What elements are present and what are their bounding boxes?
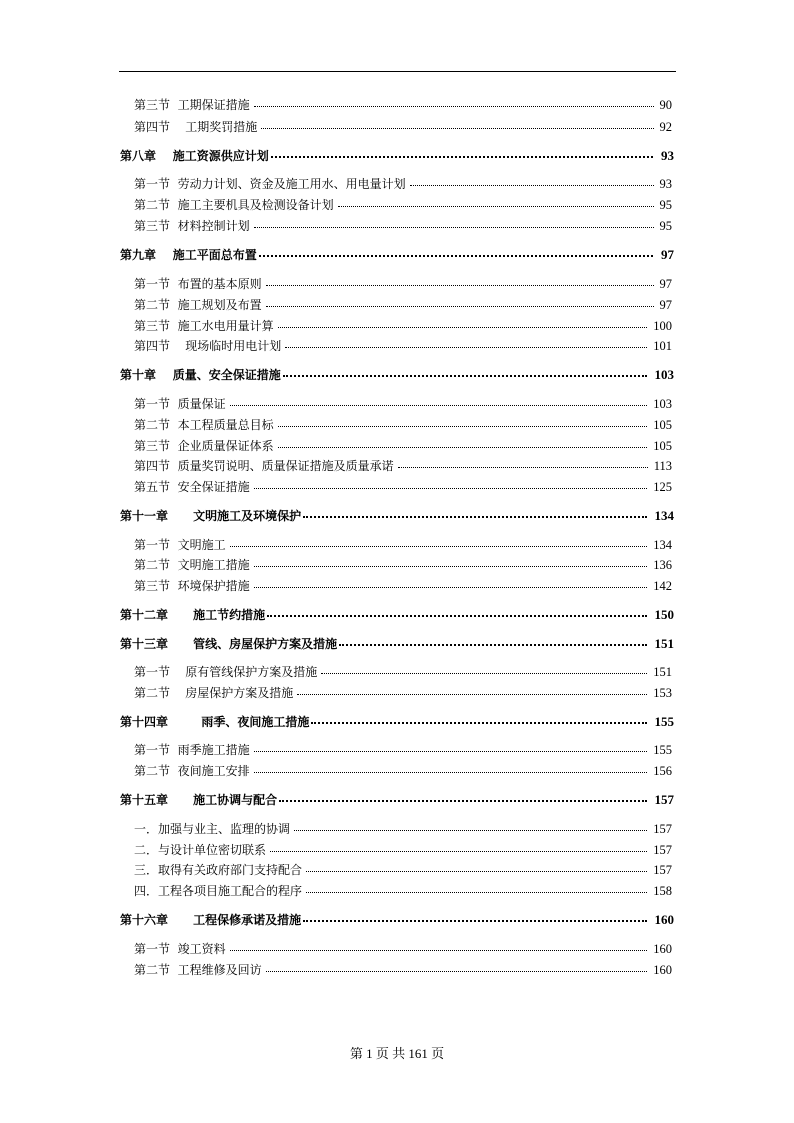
toc-entry-title: 第一节 竣工资料	[134, 942, 226, 956]
dot-leader	[254, 750, 648, 752]
toc-section-entry[interactable]	[134, 821, 672, 837]
toc-entry-page-number: 97	[659, 277, 672, 291]
dot-leader	[398, 466, 648, 468]
toc-entry-page-number: 97	[661, 247, 674, 262]
toc-entry-title: 二．与设计单位密切联系	[134, 843, 267, 857]
dot-leader	[311, 721, 646, 724]
toc-chapter-entry[interactable]	[120, 367, 674, 383]
toc-entry-page-number: 151	[654, 636, 674, 651]
toc-section-entry[interactable]	[134, 396, 672, 412]
toc-entry-page-number: 150	[654, 607, 674, 622]
toc-entry-page-number: 156	[653, 764, 672, 778]
toc-entry-page-number: 95	[659, 219, 672, 233]
toc-entry-title: 第十五章 施工协调与配合	[120, 793, 278, 807]
toc-entry-page-number: 160	[653, 942, 672, 956]
toc-entry-title: 第一节 原有管线保护方案及措施	[134, 665, 318, 679]
toc-entry-page-number: 157	[654, 792, 674, 807]
toc-section-entry[interactable]	[134, 176, 672, 192]
toc-section-entry[interactable]	[134, 763, 672, 779]
toc-entry-title: 第三节 环境保护措施	[134, 579, 250, 593]
toc-section-entry[interactable]	[134, 685, 672, 701]
toc-entry-page-number: 142	[653, 579, 672, 593]
toc-section-entry[interactable]	[134, 276, 672, 292]
toc-entry-page-number: 101	[653, 339, 672, 353]
toc-entry-page-number: 103	[653, 397, 672, 411]
dot-leader	[254, 226, 654, 228]
toc-entry-title: 第九章 施工平面总布置	[120, 248, 257, 262]
toc-chapter-entry[interactable]	[120, 912, 674, 928]
toc-chapter-entry[interactable]	[120, 636, 674, 652]
toc-entry-page-number: 157	[653, 822, 672, 836]
toc-section-entry[interactable]	[134, 941, 672, 957]
toc-entry-page-number: 160	[654, 912, 674, 927]
toc-section-entry[interactable]	[134, 664, 672, 680]
dot-leader	[254, 487, 648, 489]
toc-section-entry[interactable]	[134, 417, 672, 433]
dot-leader	[321, 672, 647, 674]
dot-leader	[267, 614, 646, 617]
toc-entry-page-number: 136	[653, 558, 672, 572]
dot-leader	[266, 284, 654, 286]
toc-section-entry[interactable]	[134, 458, 672, 474]
page-footer: 第 1 页 共 161 页	[349, 1046, 445, 1061]
toc-entry-title: 第十二章 施工节约措施	[120, 608, 266, 622]
toc-entry-page-number: 134	[653, 538, 672, 552]
dot-leader	[303, 919, 646, 922]
dot-leader	[261, 127, 653, 129]
toc-entry-title: 第四节 工期奖罚措施	[134, 120, 258, 134]
toc-entry-title: 第二节 夜间施工安排	[134, 764, 250, 778]
toc-section-entry[interactable]	[134, 218, 672, 234]
toc-section-entry[interactable]	[134, 883, 672, 899]
toc-section-entry[interactable]	[134, 197, 672, 213]
dot-leader	[278, 446, 648, 448]
dot-leader	[303, 515, 646, 518]
toc-entry-title: 第十章 质量、安全保证措施	[120, 368, 281, 382]
dot-leader	[285, 346, 647, 348]
toc-entry-page-number: 151	[653, 665, 672, 679]
toc-chapter-entry[interactable]	[120, 247, 674, 263]
dot-leader	[297, 693, 647, 695]
toc-entry-page-number: 95	[659, 198, 672, 212]
toc-entry-page-number: 160	[653, 963, 672, 977]
toc-chapter-entry[interactable]	[120, 607, 674, 623]
dot-leader	[278, 425, 648, 427]
toc-entry-page-number: 93	[661, 148, 674, 163]
toc-entry-page-number: 134	[654, 508, 674, 523]
toc-entry-title: 第二节 工程维修及回访	[134, 963, 262, 977]
dot-leader	[410, 184, 654, 186]
toc-entry-title: 第一节 布置的基本原则	[134, 277, 262, 291]
toc-section-entry[interactable]	[134, 119, 672, 135]
toc-chapter-entry[interactable]	[120, 508, 674, 524]
toc-entry-title: 第三节 材料控制计划	[134, 219, 250, 233]
dot-leader	[254, 586, 648, 588]
toc-section-entry[interactable]	[134, 578, 672, 594]
toc-entry-title: 第三节 施工水电用量计算	[134, 319, 274, 333]
toc-entry-page-number: 125	[653, 480, 672, 494]
dot-leader	[271, 155, 653, 158]
toc-section-entry[interactable]	[134, 842, 672, 858]
toc-entry-page-number: 157	[653, 863, 672, 877]
toc-entry-page-number: 157	[653, 843, 672, 857]
dot-leader	[254, 105, 654, 107]
toc-section-entry[interactable]	[134, 297, 672, 313]
dot-leader	[306, 891, 647, 893]
toc-entry-page-number: 153	[653, 686, 672, 700]
dot-leader	[279, 799, 646, 802]
toc-section-entry[interactable]	[134, 438, 672, 454]
toc-entry-title: 第五节 安全保证措施	[134, 480, 250, 494]
toc-entry-title: 四．工程各项目施工配合的程序	[134, 884, 303, 898]
toc-entry-title: 第十三章 管线、房屋保护方案及措施	[120, 637, 338, 651]
dot-leader	[270, 850, 647, 852]
dot-leader	[254, 565, 648, 567]
toc-section-entry[interactable]	[134, 479, 672, 495]
dot-leader	[230, 545, 648, 547]
toc-entry-title: 第一节 文明施工	[134, 538, 226, 552]
dot-leader	[266, 305, 654, 307]
toc-section-entry[interactable]	[134, 97, 672, 113]
dot-leader	[306, 870, 647, 872]
dot-leader	[338, 205, 654, 207]
toc-entry-page-number: 155	[654, 714, 674, 729]
toc-chapter-entry[interactable]	[120, 792, 674, 808]
toc-entry-page-number: 90	[659, 98, 672, 112]
dot-leader	[294, 829, 647, 831]
toc-entry-page-number: 158	[653, 884, 672, 898]
toc-entry-title: 第十一章 文明施工及环境保护	[120, 509, 302, 523]
toc-entry-title: 第三节 企业质量保证体系	[134, 439, 274, 453]
toc-section-entry[interactable]	[134, 742, 672, 758]
toc-section-entry[interactable]	[134, 862, 672, 878]
dot-leader	[230, 404, 648, 406]
toc-chapter-entry[interactable]	[120, 714, 674, 730]
toc-entry-page-number: 105	[653, 439, 672, 453]
toc-entry-title: 第十四章 雨季、夜间施工措施	[120, 715, 310, 729]
toc-chapter-entry[interactable]	[120, 148, 674, 164]
toc-entry-title: 一．加强与业主、监理的协调	[134, 822, 291, 836]
toc-entry-title: 第二节 施工主要机具及检测设备计划	[134, 198, 334, 212]
toc-entry-page-number: 97	[659, 298, 672, 312]
toc-entry-page-number: 113	[653, 459, 672, 473]
toc-entry-title: 第一节 质量保证	[134, 397, 226, 411]
dot-leader	[259, 254, 653, 257]
toc-entry-page-number: 155	[653, 743, 672, 757]
toc-entry-title: 第八章 施工资源供应计划	[120, 149, 269, 163]
toc-entry-title: 第二节 房屋保护方案及措施	[134, 686, 294, 700]
dot-leader	[278, 326, 648, 328]
toc-entry-title: 第四节 现场临时用电计划	[134, 339, 282, 353]
toc-entry-title: 第二节 本工程质量总目标	[134, 418, 274, 432]
toc-entry-page-number: 103	[654, 367, 674, 382]
dot-leader	[254, 771, 648, 773]
toc-entry-title: 第四节 质量奖罚说明、质量保证措施及质量承诺	[134, 459, 394, 473]
toc-section-entry[interactable]	[134, 557, 672, 573]
toc-entry-page-number: 93	[659, 177, 672, 191]
dot-leader	[266, 970, 648, 972]
dot-leader	[230, 949, 648, 951]
toc-entry-title: 第一节 劳动力计划、资金及施工用水、用电量计划	[134, 177, 406, 191]
dot-leader	[283, 374, 647, 377]
toc-entry-title: 第三节 工期保证措施	[134, 98, 250, 112]
toc-section-entry[interactable]	[134, 962, 672, 978]
toc-section-entry[interactable]	[134, 537, 672, 553]
toc-section-entry[interactable]	[134, 338, 672, 354]
toc-section-entry[interactable]	[134, 318, 672, 334]
toc-entry-title: 三．取得有关政府部门支持配合	[134, 863, 303, 877]
dot-leader	[339, 643, 646, 646]
toc-entry-page-number: 92	[659, 120, 672, 134]
toc-entry-title: 第二节 文明施工措施	[134, 558, 250, 572]
toc-entry-title: 第一节 雨季施工措施	[134, 743, 250, 757]
toc-entry-title: 第十六章 工程保修承诺及措施	[120, 913, 302, 927]
toc-entry-title: 第二节 施工规划及布置	[134, 298, 262, 312]
toc-entry-page-number: 100	[653, 319, 672, 333]
toc-entry-page-number: 105	[653, 418, 672, 432]
